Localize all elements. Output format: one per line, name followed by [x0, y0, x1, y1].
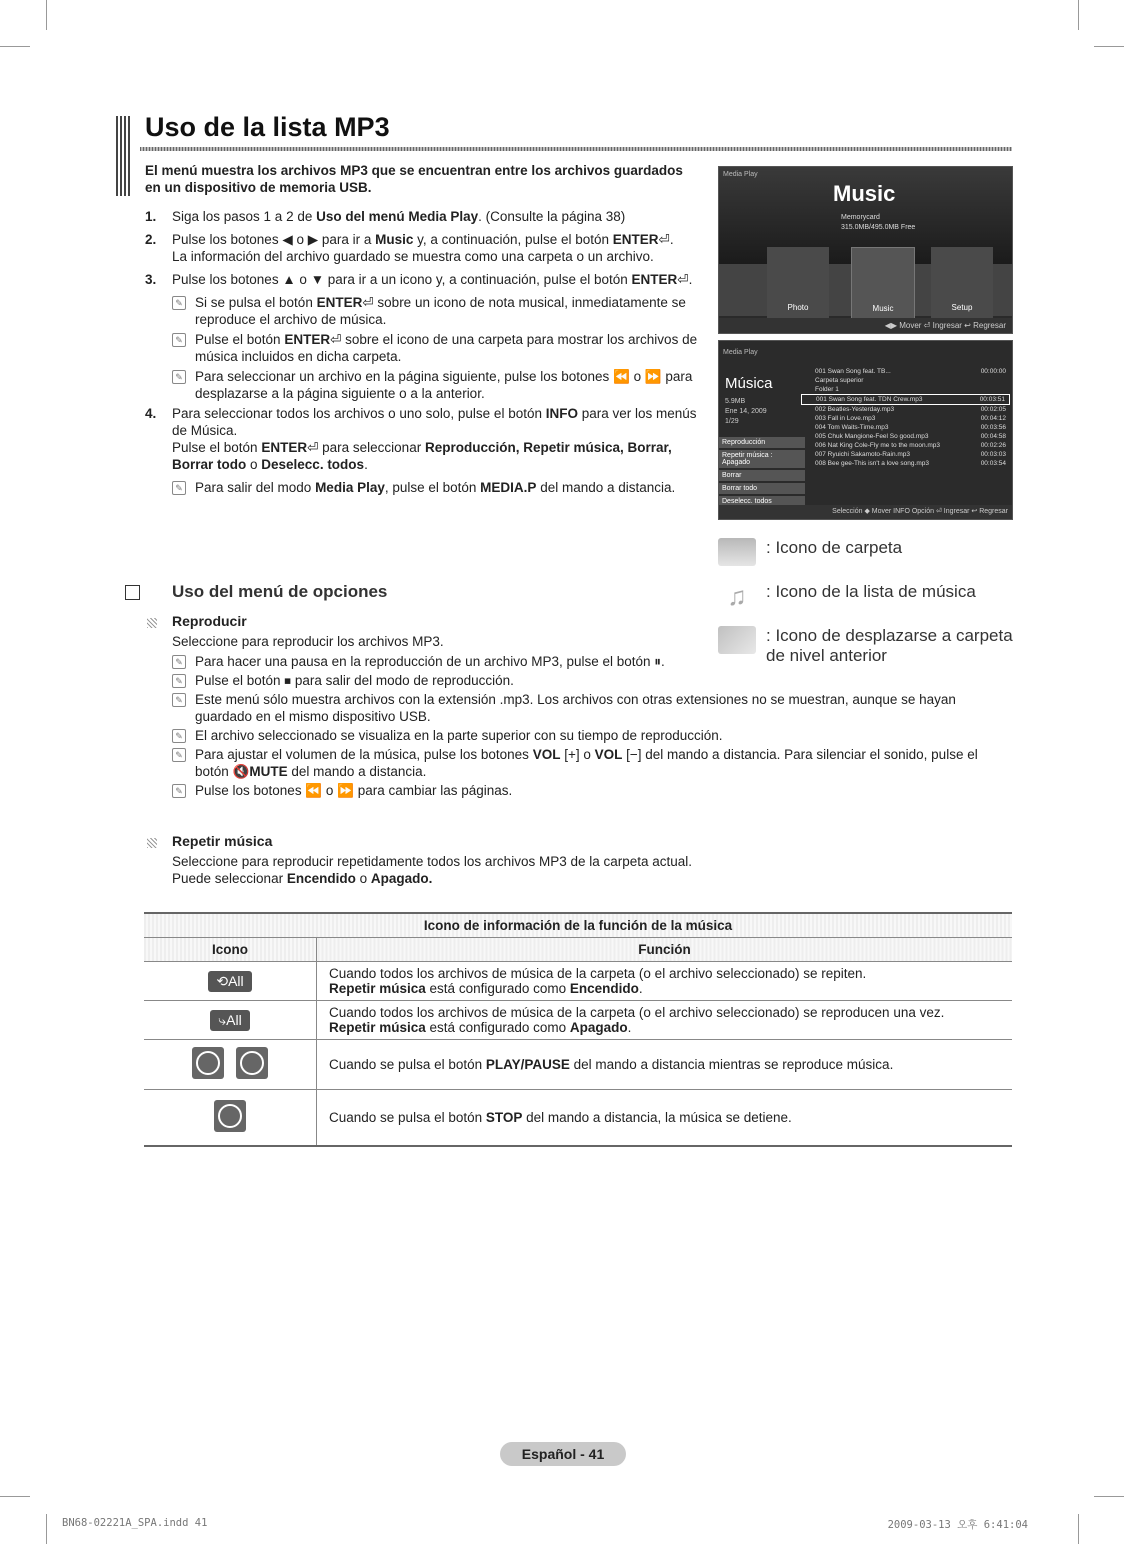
- subsection-marker: [147, 618, 157, 628]
- repeat-once-icon: ⤷All: [210, 1010, 249, 1031]
- music-file-row: [801, 432, 1010, 441]
- note-text: El archivo seleccionado se visualiza en la parte superior con su tiempo de reproducción.: [195, 728, 723, 743]
- device-info: [841, 213, 915, 233]
- icon-cell: [144, 1001, 317, 1040]
- file-position: 1/29: [725, 418, 739, 425]
- subsection-title-reproducir: Reproducir: [172, 613, 247, 629]
- file-time: 00:02:26: [980, 442, 1006, 449]
- title-bar-decoration: [116, 116, 130, 196]
- repeat-all-icon: ⟲All: [208, 971, 251, 992]
- note-icon: ✎: [172, 693, 186, 707]
- option-item: Borrar: [719, 470, 805, 481]
- note: [172, 727, 1012, 744]
- step-number: 2.: [145, 232, 157, 247]
- subsection-marker: [147, 838, 157, 848]
- step: [145, 208, 715, 225]
- step-text: Pulse los botones ▲ o ▼ para ir a un icono y, a continuación, pulse el botón ENTER⏎.: [172, 272, 693, 287]
- music-file-row: [801, 385, 1010, 394]
- step-text: Siga los pasos 1 a 2 de Uso del menú Media Play. (Consulte la página 38): [172, 209, 626, 224]
- file-name: 004 Tom Waits-Time.mp3: [815, 424, 889, 431]
- note-icon: ✎: [172, 748, 186, 762]
- screen-label: Música: [725, 375, 773, 392]
- note: [145, 331, 715, 365]
- note: [172, 782, 1012, 799]
- file-time: 00:04:12: [980, 415, 1006, 422]
- note: [172, 691, 1012, 725]
- note-text: Para hacer una pausa en la reproducción de un archivo MP3, pulse el botón ⏸.: [195, 654, 665, 669]
- note: [172, 672, 1012, 689]
- header-icon: Icono: [144, 938, 317, 962]
- file-time: 00:03:51: [979, 396, 1005, 403]
- steps-container: [145, 208, 715, 288]
- play-icon: [192, 1047, 224, 1079]
- function-table: [144, 912, 1012, 1147]
- icon-cell: [144, 1090, 317, 1146]
- section-box-icon: [125, 585, 140, 600]
- note: [145, 294, 715, 328]
- table-row: [144, 1040, 1012, 1090]
- function-cell: Cuando todos los archivos de música de la carpeta (o el archivo seleccionado) se repiten. Repetir música está configurado como Encendido.: [317, 962, 1013, 1001]
- section-title: Uso del menú de opciones: [172, 582, 388, 601]
- note-icon: ✎: [172, 333, 186, 347]
- step-text: Para seleccionar todos los archivos o uno solo, pulse el botón INFO para ver los menús de Música. Pulse el botón ENTER⏎ para seleccionar Reproducción, Repetir música, Borrar, Borrar todo o Deselecc. todos.: [172, 406, 697, 472]
- note-icon: ✎: [172, 296, 186, 310]
- note-text: Para seleccionar un archivo en la página siguiente, pulse los botones ⏪ o ⏩ para desplazarse a la página siguiente o a la anterior.: [195, 369, 693, 401]
- tile-photo: [767, 247, 829, 319]
- file-name: 005 Chuk Mangione-Feel So good.mp3: [815, 433, 929, 440]
- note-text: Pulse el botón ⏹ para salir del modo de reproducción.: [195, 673, 514, 688]
- file-name: 006 Nat King Cole-Fly me to the moon.mp3: [815, 442, 941, 449]
- note: [145, 368, 715, 402]
- music-file-row: [801, 414, 1010, 423]
- device-name: Memorycard: [841, 214, 880, 221]
- file-time: 00:03:03: [980, 451, 1006, 458]
- music-file-row: [801, 394, 1010, 405]
- music-file-row: [801, 459, 1010, 468]
- step-text: Pulse los botones ◀ o ▶ para ir a Music y, a continuación, pulse el botón ENTER⏎. La información del archivo guardado se muestra como una carpeta o un archivo.: [172, 232, 674, 264]
- file-name: 001 Swan Song feat. TB...: [815, 368, 891, 375]
- file-name: 007 Ryuichi Sakamoto-Rain.mp3: [815, 451, 911, 458]
- crop-mark: [0, 1496, 30, 1497]
- crop-mark: [1078, 1514, 1079, 1544]
- header-function: Función: [317, 938, 1013, 962]
- screen-nav-bar: ◀▶ Mover ⏎ Ingresar ↩ Regresar: [719, 318, 1012, 333]
- media-play-menu-screenshot: [718, 166, 1013, 334]
- file-time: 00:04:58: [980, 433, 1006, 440]
- legend-text: : Icono de la lista de música: [766, 582, 976, 601]
- note-text: Para ajustar el volumen de la música, pulse los botones VOL [+] o VOL [−] del mando a distancia. Para silenciar el sonido, pulse el botón 🔇MUTE del mando a distancia.: [195, 747, 978, 779]
- reproducir-text: Seleccione para reproducir los archivos MP3.: [172, 634, 444, 649]
- tile-label: Setup: [951, 303, 973, 312]
- footer-date: 2009-03-13 오후 6:41:04: [887, 1519, 1028, 1531]
- file-date: Ene 14, 2009: [725, 408, 767, 415]
- reproducir-block: [172, 633, 1012, 801]
- file-size: 5.9MB: [725, 398, 746, 405]
- option-item: Borrar todo: [719, 483, 805, 494]
- table-header-row: [144, 938, 1012, 962]
- file-info: [725, 397, 767, 427]
- intro-text: El menú muestra los archivos MP3 que se encuentran entre los archivos guardados en un dispositivo de memoria USB.: [145, 163, 683, 195]
- tile-setup: [931, 247, 993, 319]
- screen-nav-bar: Selección ◆ Mover INFO Opción ⏎ Ingresar ↩ Regresar: [719, 505, 1012, 519]
- step3-notes: [145, 294, 715, 402]
- music-note-icon: ♫: [727, 581, 747, 611]
- note: [172, 746, 1012, 780]
- music-file-row: [801, 376, 1010, 385]
- pause-icon: [236, 1047, 268, 1079]
- crop-mark: [1094, 1496, 1124, 1497]
- table-caption-row: [144, 913, 1012, 938]
- note-text: Pulse los botones ⏪ o ⏩ para cambiar las páginas.: [195, 783, 513, 798]
- note-icon: ✎: [172, 481, 186, 495]
- note-text: Pulse el botón ENTER⏎ sobre el icono de una carpeta para mostrar los archivos de música incluidos en dicha carpeta.: [195, 332, 698, 364]
- page-number: Español - 41: [500, 1442, 626, 1466]
- repetir-text: Seleccione para reproducir repetidamente todos los archivos MP3 de la carpeta actual. Puede seleccionar Encendido o Apagado.: [172, 854, 693, 886]
- music-file-list: [801, 367, 1010, 468]
- function-cell: Cuando todos los archivos de música de la carpeta (o el archivo seleccionado) se reproducen una vez. Repetir música está configurado como Apagado.: [317, 1001, 1013, 1040]
- note-icon: ✎: [172, 729, 186, 743]
- note-icon: ✎: [172, 655, 186, 669]
- function-cell: Cuando se pulsa el botón STOP del mando a distancia, la música se detiene.: [317, 1090, 1013, 1146]
- music-file-row: [801, 367, 1010, 376]
- crop-mark: [1094, 46, 1124, 47]
- file-time: 00:03:56: [980, 424, 1006, 431]
- legend-music: [718, 582, 1018, 610]
- music-file-row: [801, 441, 1010, 450]
- note: [172, 653, 1012, 670]
- crop-mark: [0, 46, 30, 47]
- stop-icon: [214, 1100, 246, 1132]
- brand-label: Media Play: [723, 171, 758, 178]
- tile-music: [851, 247, 915, 321]
- file-name: 002 Beatles-Yesterday.mp3: [815, 406, 895, 413]
- legend-text: : Icono de desplazarse a carpeta de nivel anterior: [766, 626, 1013, 665]
- option-item: Reproducción: [719, 437, 805, 448]
- note-text: Para salir del modo Media Play, pulse el botón MEDIA.P del mando a distancia.: [195, 480, 676, 495]
- step: [145, 231, 715, 265]
- free-space: 315.0MB/495.0MB Free: [841, 224, 916, 231]
- music-list-screenshot: [718, 340, 1013, 520]
- table-row: [144, 1001, 1012, 1040]
- note-icon: ✎: [172, 784, 186, 798]
- file-time: 00:03:54: [980, 460, 1006, 467]
- table-row: [144, 962, 1012, 1001]
- steps-list: [145, 208, 715, 499]
- note-text: Este menú sólo muestra archivos con la extensión .mp3. Los archivos con otras extensiones no se muestran, aunque se hayan guardado en el mismo dispositivo USB.: [195, 692, 956, 724]
- step-number: 3.: [145, 272, 157, 287]
- file-name: 001 Swan Song feat. TDN Crew.mp3: [816, 396, 923, 403]
- music-file-row: [801, 405, 1010, 414]
- crop-mark: [46, 1514, 47, 1544]
- folder-icon: [718, 538, 756, 566]
- step: [145, 271, 715, 288]
- crop-mark: [46, 0, 47, 30]
- file-name: Folder 1: [815, 386, 839, 393]
- footer-file: BN68-02221A_SPA.indd 41: [62, 1517, 208, 1529]
- icon-cell: [144, 962, 317, 1001]
- note: [145, 479, 715, 496]
- file-name: 008 Bee gee-This isn't a love song.mp3: [815, 460, 929, 467]
- function-cell: Cuando se pulsa el botón PLAY/PAUSE del mando a distancia mientras se reproduce música.: [317, 1040, 1013, 1090]
- music-file-row: [801, 450, 1010, 459]
- file-name: Carpeta superior: [815, 377, 864, 384]
- file-name: 003 Fall in Love.mp3: [815, 415, 876, 422]
- table-row: [144, 1090, 1012, 1146]
- note-icon: ✎: [172, 370, 186, 384]
- option-item: Deselecc. todos: [719, 496, 805, 507]
- note-text: Si se pulsa el botón ENTER⏎ sobre un icono de nota musical, inmediatamente se reproduce el archivo de música.: [195, 295, 686, 327]
- title-rule: [140, 147, 1012, 151]
- step-number: 1.: [145, 209, 157, 224]
- file-time: 00:02:05: [980, 406, 1006, 413]
- page-title: Uso de la lista MP3: [145, 112, 390, 142]
- table-caption: Icono de información de la función de la música: [144, 913, 1012, 938]
- note-icon: ✎: [172, 674, 186, 688]
- reproducir-notes: [172, 653, 1012, 799]
- icon-cell: [144, 1040, 317, 1090]
- legend-text: : Icono de carpeta: [766, 538, 903, 557]
- step-4: [145, 405, 715, 473]
- brand-label: Media Play: [723, 349, 758, 356]
- tile-label: Photo: [787, 303, 809, 312]
- option-item: Repetir música : Apagado: [719, 450, 805, 468]
- crop-mark: [1078, 0, 1079, 30]
- step-number: 4.: [145, 406, 157, 421]
- file-time: 00:00:00: [980, 368, 1006, 375]
- tile-label: Music: [872, 304, 894, 313]
- screen-heading: Music: [833, 181, 896, 206]
- legend-folder: [718, 538, 1018, 566]
- subsection-title-repetir: Repetir música: [172, 833, 273, 849]
- options-menu: [719, 437, 805, 509]
- music-file-row: [801, 423, 1010, 432]
